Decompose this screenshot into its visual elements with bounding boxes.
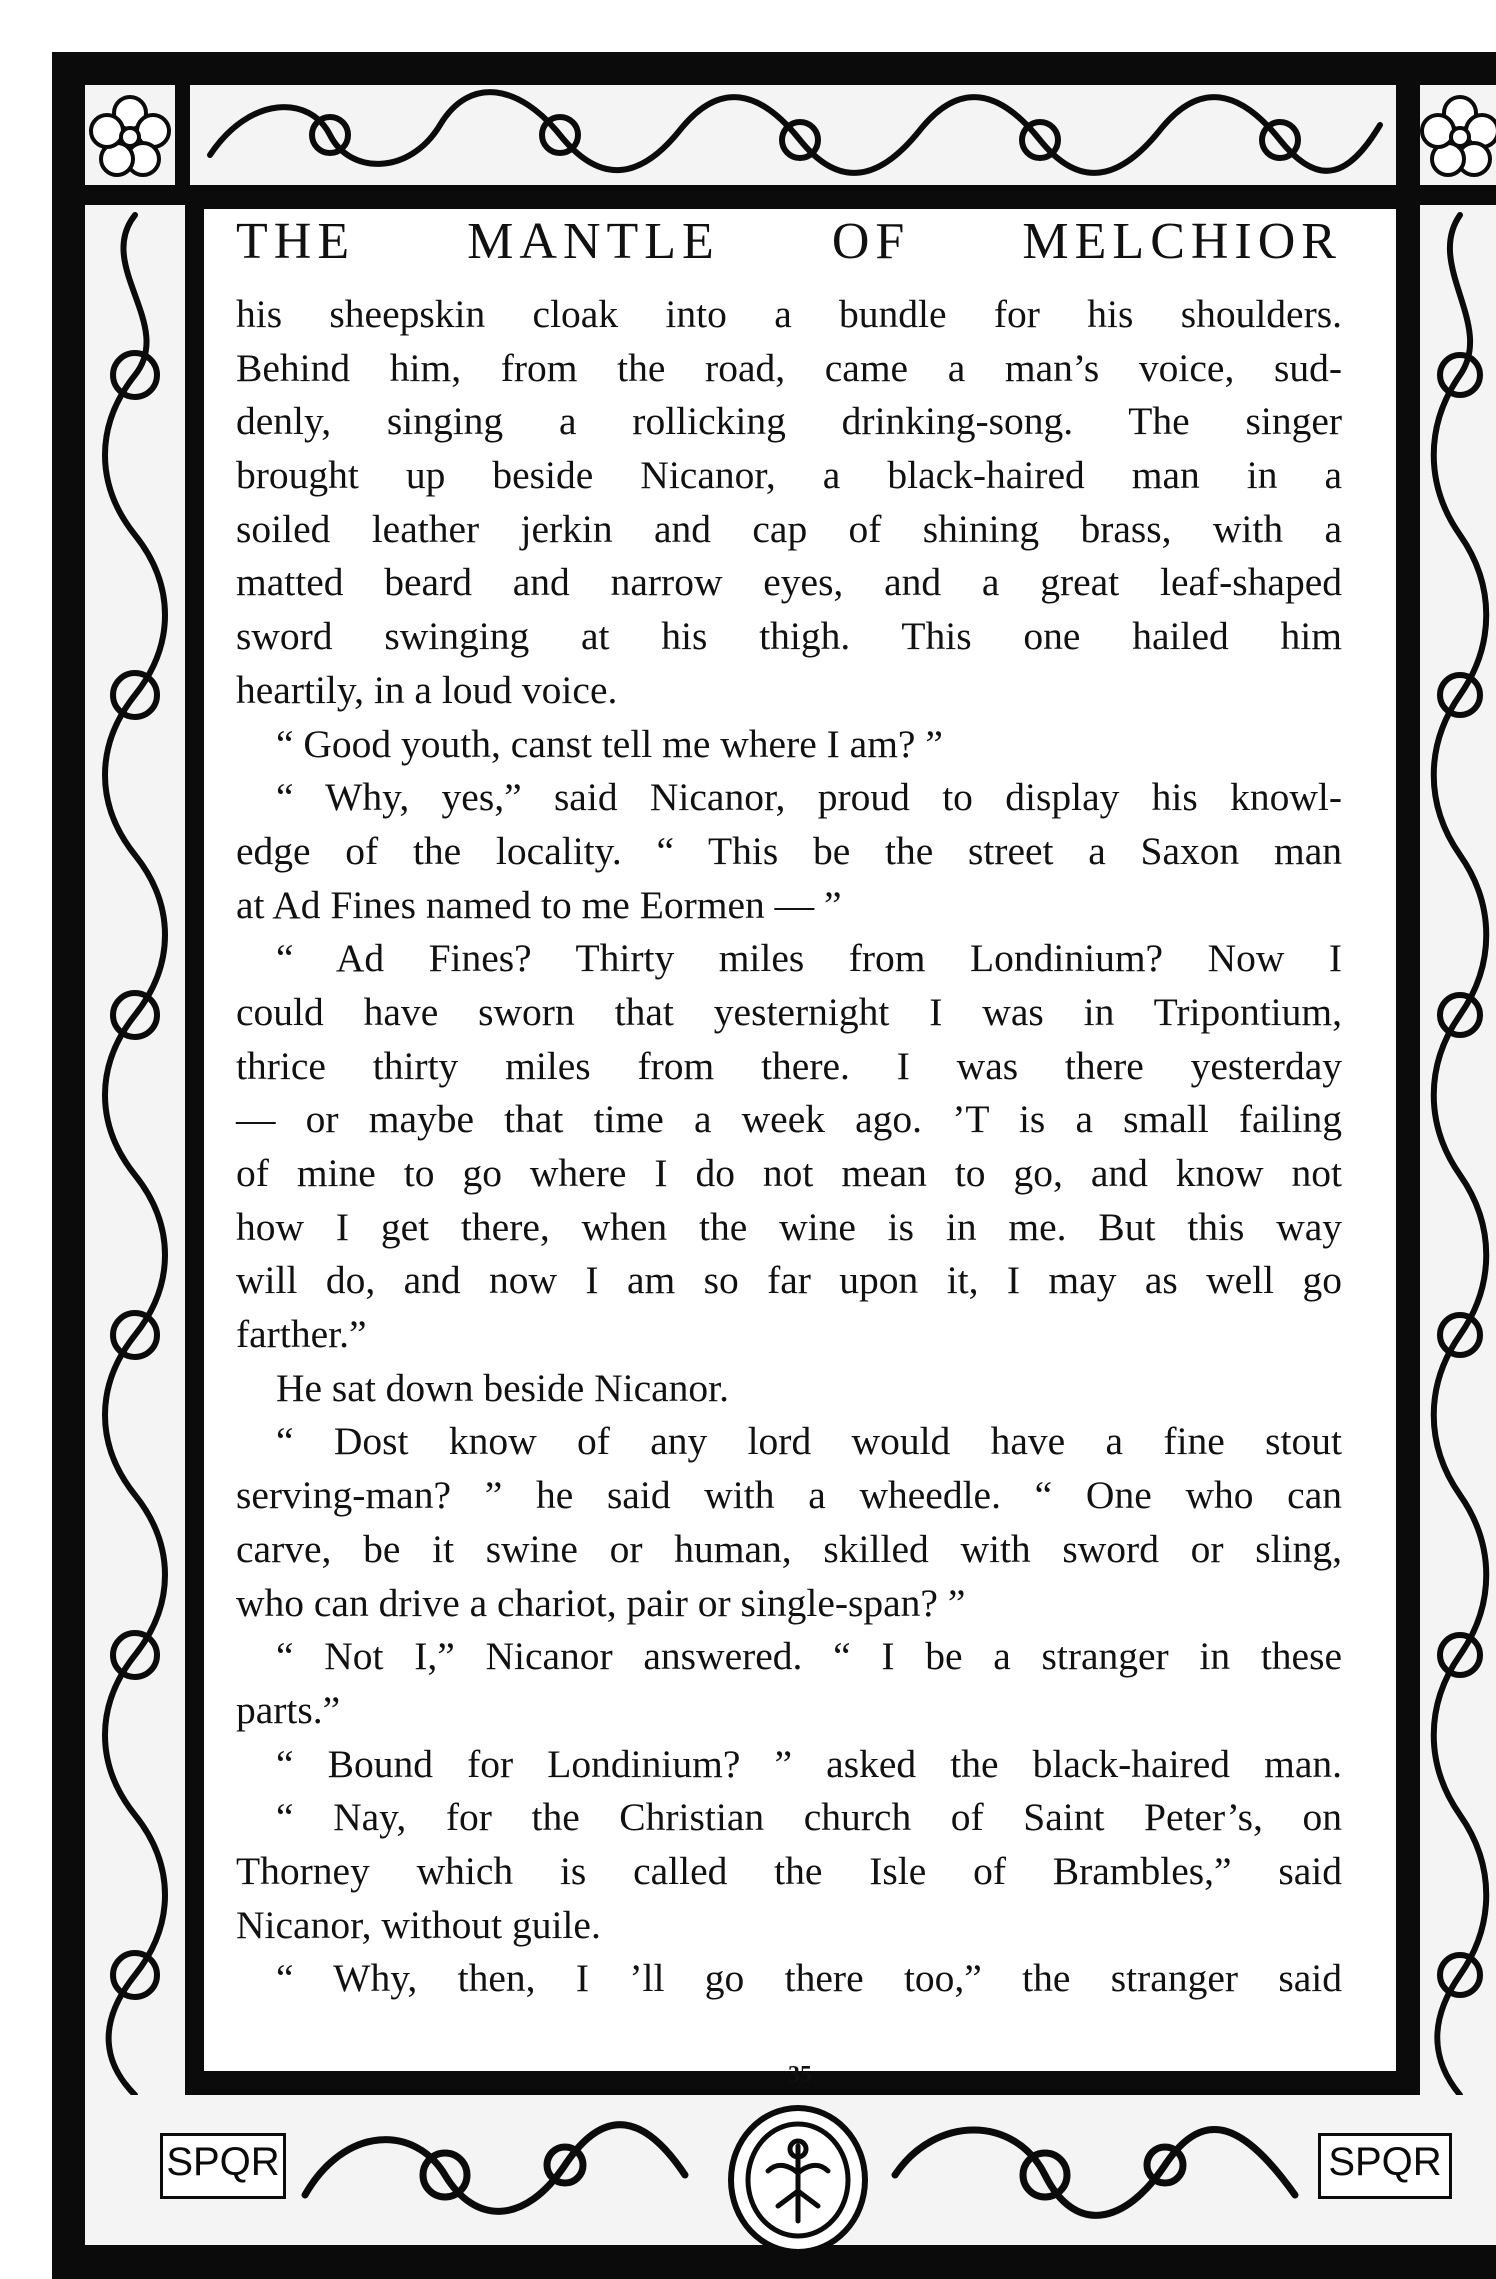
text-line: “ Bound for Londinium? ” asked the black-haired man. [276, 1741, 1342, 1786]
text-line: Nicanor, without guile. [236, 1902, 601, 1947]
text-line: “ Why, yes,” said Nicanor, proud to display his knowl- [276, 775, 1342, 820]
text-line: “ Not I,” Nicanor answered. “ I be a stranger in these [276, 1634, 1342, 1679]
spqr-plaque-right: SPQR [1318, 2133, 1452, 2199]
text-line: soiled leather jerkin and cap of shining brass, with a [236, 506, 1342, 551]
text-line: “ Good youth, canst tell me where I am? ” [276, 721, 943, 766]
text-line: how I get there, when the wine is in me. But this way [236, 1204, 1342, 1249]
top-scroll-ornament [190, 85, 1396, 185]
text-line: Thorney which is called the Isle of Brambles,” said [236, 1848, 1342, 1893]
scroll-foliage-ornament [85, 205, 185, 2105]
running-head: THE MANTLE OF MELCHIOR [236, 213, 1342, 270]
left-scroll-ornament [85, 205, 185, 2105]
text-line: “ Nay, for the Christian church of Saint Peter’s, on [276, 1795, 1342, 1840]
text-line: could have sworn that yesternight I was in Tripontium, [236, 989, 1342, 1034]
text-line: heartily, in a loud voice. [236, 667, 618, 712]
right-scroll-ornament [1420, 205, 1496, 2105]
text-line: thrice thirty miles from there. I was there yesterday [236, 1043, 1342, 1088]
spqr-plaque-left: SPQR [160, 2133, 286, 2199]
text-line: of mine to go where I do not mean to go, and know not [236, 1151, 1342, 1195]
text-line: brought up beside Nicanor, a black-haired man in a [236, 453, 1342, 498]
text-line: his sheepskin cloak into a bundle for his shoulders. [236, 292, 1342, 336]
text-line: serving-man? ” he said with a wheedle. “ One who can [236, 1473, 1342, 1518]
body-text [236, 288, 1342, 2006]
text-line: Behind him, from the road, came a man’s voice, sud- [236, 345, 1342, 390]
text-line: who can drive a chariot, pair or single-span? ” [236, 1580, 966, 1625]
text-line: matted beard and narrow eyes, and a great leaf-shaped [236, 560, 1342, 605]
page-number: 35 [788, 2062, 812, 2088]
text-line: parts.” [236, 1687, 341, 1732]
corner-rosette-top-right [1420, 85, 1496, 185]
text-line: edge of the locality. “ This be the street a Saxon man [236, 828, 1342, 873]
text-line: carve, be it swine or human, skilled with sword or sling, [236, 1526, 1342, 1571]
scroll-foliage-ornament [1420, 205, 1496, 2105]
text-line: will do, and now I am so far upon it, I may as well go [236, 1258, 1342, 1303]
text-line: He sat down beside Nicanor. [276, 1365, 730, 1410]
text-line: sword swinging at his thigh. This one hailed him [236, 614, 1342, 659]
text-line: farther.” [236, 1312, 367, 1357]
eagle-emblem-icon [734, 2111, 862, 2249]
text-line: “ Why, then, I ’ll go there too,” the stranger said [276, 1956, 1342, 2001]
flower-rosette-icon [1420, 85, 1496, 185]
flower-rosette-icon [85, 85, 175, 185]
corner-rosette-top-left [85, 85, 175, 185]
text-line: “ Dost know of any lord would have a fine stout [276, 1419, 1342, 1464]
scroll-foliage-ornament [190, 85, 1396, 185]
text-line: “ Ad Fines? Thirty miles from Londinium? Now I [276, 936, 1342, 981]
eagle-medallion [728, 2105, 868, 2255]
text-line: denly, singing a rollicking drinking-song. The singer [236, 399, 1342, 444]
text-line: — or maybe that time a week ago. ’T is a small failing [236, 1097, 1342, 1142]
text-line: at Ad Fines named to me Eormen — ” [236, 882, 842, 927]
